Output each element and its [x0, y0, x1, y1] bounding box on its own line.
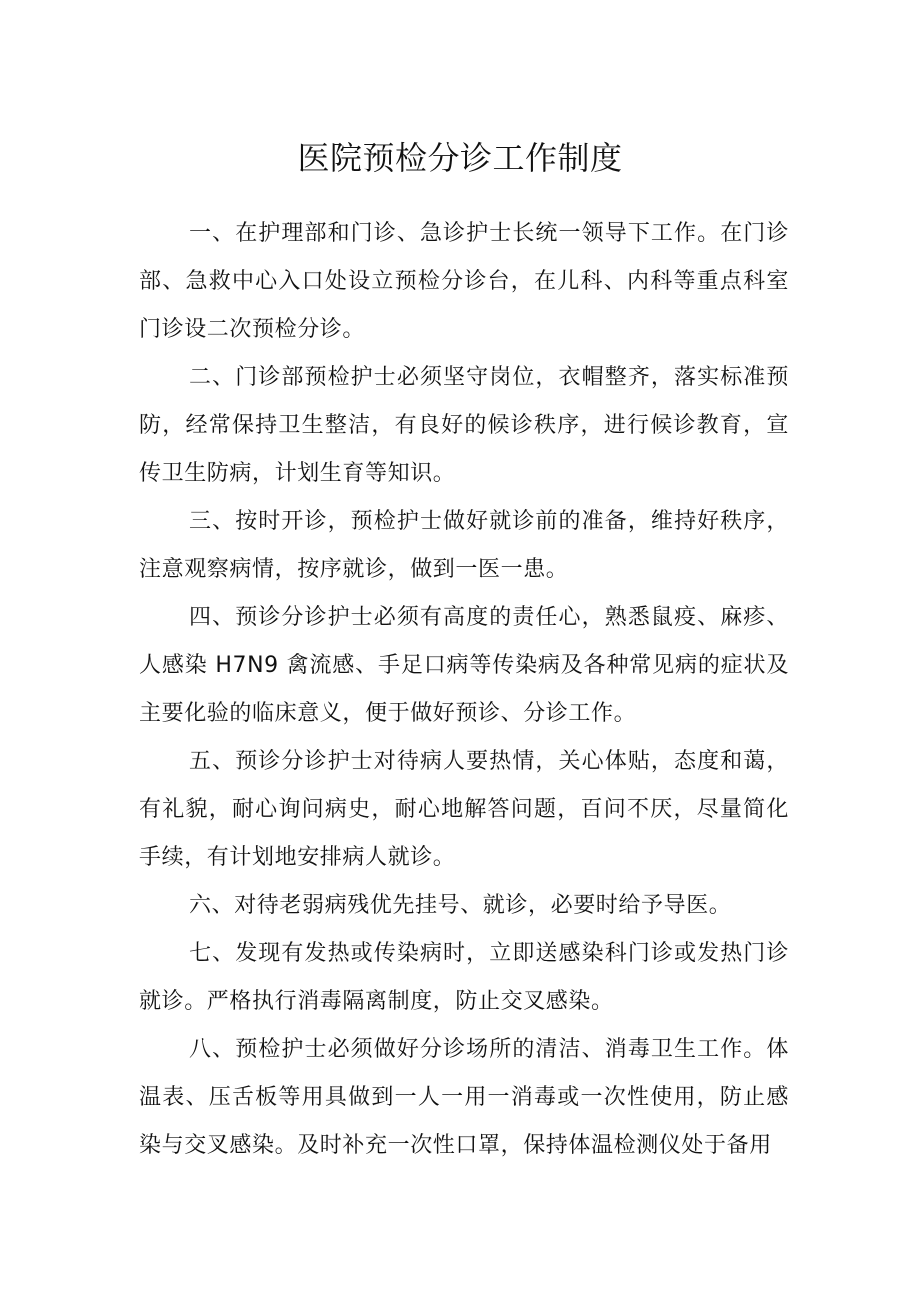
paragraph-4: 四、预诊分诊护士必须有高度的责任心，熟悉鼠疫、麻疹、人感染 H7N9 禽流感、手足口病等传染病及各种常见病的症状及主要化验的临床意义，便于做好预诊、分诊工作。 — [139, 605, 789, 726]
paragraph-1: 一、在护理部和门诊、急诊护士长统一领导下工作。在门诊部、急救中心入口处设立预检分诊台，在儿科、内科等重点科室门诊设二次预检分诊。 — [139, 221, 789, 342]
paragraph-2: 二、门诊部预检护士必须坚守岗位，衣帽整齐，落实标准预防，经常保持卫生整洁，有良好的候诊秩序，进行候诊教育，宣传卫生防病，计划生育等知识。 — [139, 365, 789, 486]
document-title: 医院预检分诊工作制度 — [297, 139, 623, 177]
document-body — [139, 210, 789, 1170]
paragraph-7: 七、发现有发热或传染病时，立即送感染科门诊或发热门诊就诊。严格执行消毒隔离制度，防止交叉感染。 — [139, 941, 789, 1014]
paragraph-5: 五、预诊分诊护士对待病人要热情，关心体贴，态度和蔼，有礼貌，耐心询问病史，耐心地解答问题，百问不厌，尽量简化手续，有计划地安排病人就诊。 — [139, 749, 789, 870]
paragraph-6: 六、对待老弱病残优先挂号、就诊，必要时给予导医。 — [189, 893, 732, 918]
paragraph-8: 八、预检护士必须做好分诊场所的清洁、消毒卫生工作。体温表、压舌板等用具做到一人一用一消毒或一次性使用，防止感染与交叉感染。及时补充一次性口罩，保持体温检测仪处于备用 — [139, 1037, 789, 1158]
paragraph-3: 三、按时开诊，预检护士做好就诊前的准备，维持好秩序，注意观察病情，按序就诊，做到一医一患。 — [139, 509, 789, 582]
